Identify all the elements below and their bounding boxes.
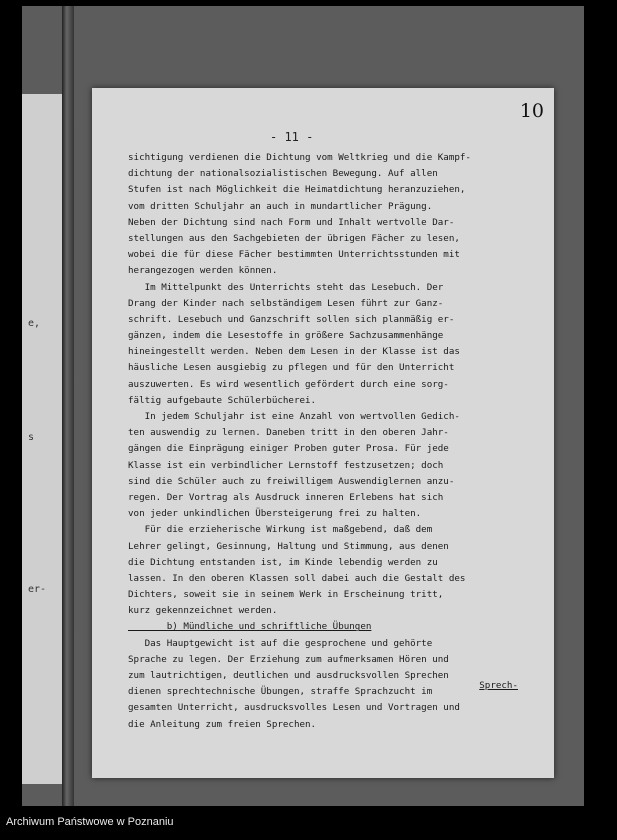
text-line: zum lautrichtigen, deutlichen und ausdrucksvollen Sprechen [128,670,449,681]
text-line: Im Mittelpunkt des Unterrichts steht das Lesebuch. Der [128,281,444,293]
text-line: regen. Der Vortrag als Ausdruck inneren Erlebens hat sich [128,491,444,503]
text-line: schrift. Lesebuch und Ganzschrift sollen sich planmäßig er- [128,313,455,325]
catchword: Sprech- [479,680,518,691]
text-line: dichtung der nationalsozialistischen Bewegung. Auf allen [128,168,438,180]
book-spine [62,6,74,806]
archive-name: Archiwum Państwowe w Poznaniu [6,816,174,828]
text-line: häusliche Lesen ausgiebig zu pflegen und für den Unterricht [128,362,455,374]
text-line: herangezogen werden können. [128,265,278,277]
text-line: kurz gekennzeichnet werden. [128,605,278,617]
text-line: Klasse ist ein verbindlicher Lernstoff festzusetzen; doch [128,459,444,471]
text-line: ten auswendig zu lernen. Daneben tritt in den oberen Jahr- [128,427,449,439]
text-line: die Dichtung entstanden ist, im Kinde lebendig werden zu [128,556,438,568]
text-line: sichtigung verdienen die Dichtung vom Weltkrieg und die Kampf- [128,152,471,163]
text-line: Drang der Kinder nach selbständigem Lesen führt zur Ganz- [128,297,444,309]
text-line: Dichters, soweit sie in seinem Werk in Erscheinung tritt, [128,589,444,601]
text-line: gänzen, indem die Lesestoffe in größere Sachzusammenhänge [128,330,444,342]
text-line: von jeder unkindlichen Übersteigerung frei zu halten. [128,508,422,520]
text-line: fältig aufgebaute Schülerbücherei. [128,394,317,406]
folio-number: 10 [519,100,544,122]
text-line: Das Hauptgewicht ist auf die gesprochene und gehörte [128,637,433,649]
scan-frame [22,6,584,806]
text-line: Neben der Dichtung sind nach Form und Inhalt wertvolle Dar- [128,216,455,228]
text-line: vom dritten Schuljahr an auch in mundartlicher Prägung. [128,200,433,212]
text-line: Sprache zu legen. Der Erziehung zum aufmerksamen Hören und [128,653,449,665]
margin-fragment: e, [28,318,41,329]
archive-footer [0,812,617,840]
section-heading: b) Mündliche und schriftliche Übungen [128,621,372,633]
text-line: Stufen ist nach Möglichkeit die Heimatdichtung heranzuziehen, [128,184,466,196]
margin-fragment: er- [28,584,47,595]
text-line: stellungen aus den Sachgebieten der übrigen Fächer zu lesen, [128,232,460,244]
text-line: lassen. In den oberen Klassen soll dabei auch die Gestalt des [128,572,466,584]
text-line: sind die Schüler auch zu freiwilligem Auswendiglernen anzu- [128,475,455,487]
text-line: hineingestellt werden. Neben dem Lesen in der Klasse ist das [128,346,460,358]
text-line: dienen sprechtechnische Übungen, straffe Sprachzucht im [128,686,433,698]
body-text [128,150,548,733]
margin-fragment: s [28,432,35,443]
text-line: Für die erzieherische Wirkung ist maßgebend, daß dem [128,524,433,536]
document-page [92,88,554,778]
text-line: wobei die für diese Fächer bestimmten Unterrichtsstunden mit [128,249,460,261]
text-line: gängen die Einprägung einiger Proben guter Prosa. Für jede [128,443,449,455]
page-number: - 11 - [270,130,314,144]
text-line: gesamten Unterricht, ausdrucksvolles Lesen und Vortragen und [128,702,460,714]
text-line: Lehrer gelingt, Gesinnung, Haltung und Stimmung, aus denen [128,540,449,552]
text-line: In jedem Schuljahr ist eine Anzahl von wertvollen Gedich- [128,411,460,422]
text-line: die Anleitung zum freien Sprechen. [128,718,317,730]
text-line: auszuwerten. Es wird wesentlich gefördert durch eine sorg- [128,378,449,390]
